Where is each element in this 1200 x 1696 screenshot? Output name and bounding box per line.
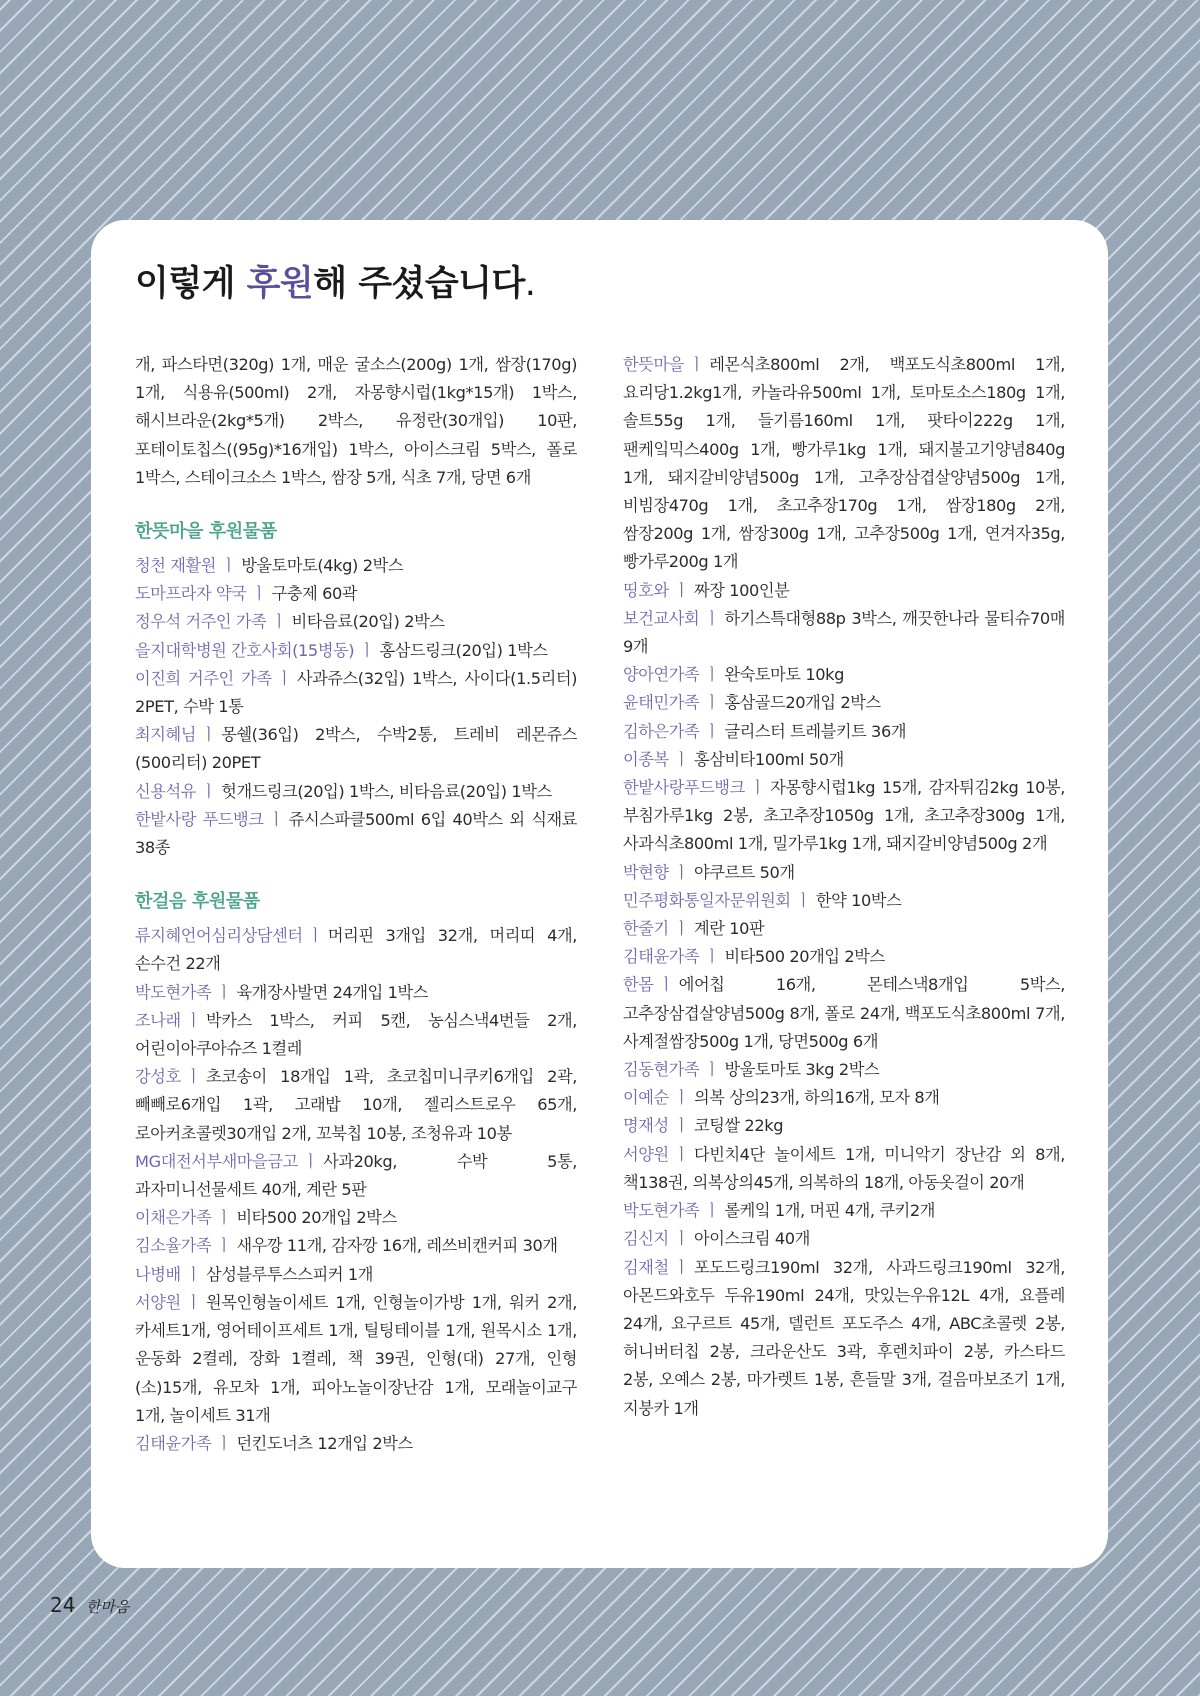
donated-items: 홍삼드링크(20입) 1박스: [379, 640, 548, 660]
donor-name: 나병배: [135, 1264, 181, 1284]
separator-bar: ㅣ: [658, 975, 674, 995]
donated-items: 원목인형놀이세트 1개, 인형놀이가방 1개, 워커 2개, 카세트1개, 영어테이프세트 1개, 틸팅테이블 1개, 원목시소 1개, 운동화 2켤레, 장화 1켤레, 책 39권, 인형(대) 27개, 인형(소)15개, 유모차 1개, 피아노놀이장난감 1개, 모래놀이교구 1개, 놀이세트 31개: [135, 1292, 577, 1425]
separator-bar: ㅣ: [276, 668, 292, 688]
donated-items: 짜장 100인분: [693, 580, 790, 600]
donor-entry: [135, 1232, 577, 1260]
title-suffix: 해 주셨습니다: [313, 264, 525, 304]
donor-entry: [623, 1084, 1065, 1112]
separator-bar: ㅣ: [673, 862, 689, 882]
donated-items: 삼성블루투스스피커 1개: [205, 1264, 373, 1284]
donated-items: 홍삼골드20개입 2박스: [724, 693, 881, 713]
page-footer: [50, 1593, 129, 1617]
separator-bar: ㅣ: [704, 693, 720, 713]
donor-entry: [135, 552, 577, 580]
donor-entry: [623, 1225, 1065, 1253]
donor-name: 박현향: [623, 862, 669, 882]
donated-items: 하기스특대형88p 3박스, 깨끗한나라 물티슈70매 9개: [623, 608, 1065, 657]
donor-name: 띵호와: [623, 580, 669, 600]
donor-entry: [623, 351, 1065, 577]
donated-items: 육개장사발면 24개입 1박스: [236, 982, 428, 1002]
page-title: [135, 256, 535, 306]
donated-items: 사과쥬스(32입) 1박스, 사이다(1.5리터) 2PET, 수박 1통: [135, 668, 577, 717]
donor-name: 도마프라자 약국: [135, 584, 247, 604]
donor-name: 한뜻마을: [623, 355, 684, 374]
separator-bar: ㅣ: [359, 640, 375, 660]
donated-items: 완숙토마토 10kg: [724, 665, 845, 685]
donor-entry: [623, 859, 1065, 887]
donor-name: 정우석 거주인 가족: [135, 612, 267, 632]
separator-bar: ㅣ: [185, 1067, 201, 1087]
separator-bar: ㅣ: [704, 1201, 720, 1221]
donated-items: 새우깡 11개, 감자깡 16개, 레쓰비캔커피 30개: [236, 1236, 558, 1256]
donor-name: 신용석유: [135, 781, 196, 801]
separator-bar: ㅣ: [749, 778, 766, 798]
donated-items: 머리핀 3개입 32개, 머리띠 4개, 손수건 22개: [135, 926, 577, 974]
donor-entry: [135, 1289, 577, 1430]
separator-bar: ㅣ: [185, 1010, 201, 1030]
separator-bar: ㅣ: [704, 947, 720, 967]
donated-items: 아이스크림 40개: [693, 1229, 810, 1249]
separator-bar: ㅣ: [200, 725, 217, 745]
title-period: .: [524, 264, 536, 304]
donor-entry: [623, 689, 1065, 717]
donated-items: 홍삼비타100ml 50개: [693, 749, 844, 769]
donor-name: 김재철: [623, 1257, 669, 1277]
donor-name: 김하은가족: [623, 721, 700, 741]
separator-bar: ㅣ: [673, 1229, 689, 1249]
donor-entry: [135, 637, 577, 665]
donor-name: 이종복: [623, 749, 669, 769]
separator-bar: ㅣ: [271, 612, 287, 632]
donor-name: 양아연가족: [623, 665, 700, 685]
donated-items: 몽쉘(36입) 2박스, 수박2통, 트레비 레몬쥬스(500리터) 20PET: [135, 725, 577, 773]
donor-name: 류지혜언어심리상담센터: [135, 926, 303, 946]
donor-name: 서양원: [623, 1144, 669, 1164]
donor-entry: [135, 721, 577, 777]
donor-name: 서양원: [135, 1292, 181, 1312]
separator-bar: ㅣ: [307, 926, 323, 946]
separator-bar: ㅣ: [216, 982, 232, 1002]
donor-entry: [135, 1007, 577, 1063]
donated-items: 초코송이 18개입 1곽, 초코칩미니쿠키6개입 2곽, 빼빼로6개입 1곽, 고래밥 10개, 젤리스트로우 65개, 로아커초콜렛30개입 2개, 꼬북칩 10봉, 조청유과 10봉: [135, 1067, 577, 1143]
donated-items: 헛개드링크(20입) 1박스, 비타음료(20입) 1박스: [221, 781, 552, 801]
donated-items: 비타500 20개입 2박스: [236, 1208, 397, 1228]
donor-entry: [135, 922, 577, 978]
donor-name: 강성호: [135, 1067, 181, 1087]
left-sections: [135, 518, 577, 1458]
donor-name: 이진희 거주인 가족: [135, 668, 272, 688]
donated-items: 다빈치4단 놀이세트 1개, 미니악기 장난감 외 8개, 책138권, 의복상의45개, 의복하의 18개, 아동옷걸이 20개: [623, 1144, 1065, 1192]
donated-items: 비타음료(20입) 2박스: [291, 612, 445, 632]
donor-name: 한밭사랑 푸드뱅크: [135, 809, 264, 829]
separator-bar: ㅣ: [673, 1144, 689, 1164]
donor-entry: [623, 1141, 1065, 1197]
donor-name: 김태윤가족: [135, 1433, 212, 1453]
donated-items: 롤케잌 1개, 머핀 4개, 쿠키2개: [724, 1201, 935, 1221]
separator-bar: ㅣ: [704, 1060, 720, 1080]
donor-name: 한몸: [623, 975, 654, 995]
donor-entry: [623, 774, 1065, 859]
donor-entry: [135, 580, 577, 608]
intro-text: 개, 파스타면(320g) 1개, 매운 굴소스(200g) 1개, 쌈장(170g) 1개, 식용유(500ml) 2개, 자몽향시럽(1kg*15개) 1박스, 해시브라운(2kg*5개) 2박스, 유정란(30개입) 10판, 포테이토칩스((95g)*16개입) 1박스, 아이스크림 5박스, 폴로 1박스, 스테이크소스 1박스, 쌈장 5개, 식초 7개, 당면 6개: [135, 355, 577, 487]
donated-items: 쥬시스파클500ml 6입 40박스 외 식재료 38종: [135, 809, 577, 858]
donor-name: 명재성: [623, 1116, 669, 1136]
donor-entry: [623, 971, 1065, 1056]
donor-entry: [623, 605, 1065, 661]
donor-entry: [623, 746, 1065, 774]
separator-bar: ㅣ: [673, 580, 689, 600]
donor-entry: [623, 887, 1065, 915]
donor-name: 김신지: [623, 1229, 669, 1249]
title-highlight: 후원: [246, 264, 314, 304]
donor-name: 한밭사랑푸드뱅크: [623, 778, 745, 798]
donor-entry: [135, 979, 577, 1007]
page-number: 24: [50, 1593, 76, 1617]
donor-name: 청천 재활원: [135, 556, 216, 576]
separator-bar: ㅣ: [673, 919, 689, 939]
donor-entry: [623, 1197, 1065, 1225]
donor-entry: [135, 778, 577, 806]
donated-items: 계란 10판: [693, 919, 765, 939]
separator-bar: ㅣ: [673, 1088, 689, 1108]
donor-entry: [135, 1430, 577, 1458]
separator-bar: ㅣ: [704, 665, 720, 685]
donor-name: 이예순: [623, 1088, 669, 1108]
separator-bar: ㅣ: [251, 584, 267, 604]
donor-name: 조나래: [135, 1010, 181, 1030]
donor-entry: [135, 1261, 577, 1289]
donated-items: 방울토마토 3kg 2박스: [724, 1060, 880, 1080]
donor-name: 보건교사회: [623, 608, 700, 628]
donated-items: 의복 상의23개, 하의16개, 모자 8개: [693, 1088, 940, 1108]
donor-name: 박도현가족: [135, 982, 212, 1002]
donor-name: MG대전서부새마을금고: [135, 1151, 298, 1171]
donated-items: 사과20kg, 수박 5통, 과자미니선물세트 40개, 계란 5판: [135, 1151, 577, 1200]
separator-bar: ㅣ: [216, 1208, 232, 1228]
donor-name: 최지혜님: [135, 725, 196, 745]
donor-name: 민주평화통일자문위원회: [623, 890, 791, 910]
donated-items: 구충제 60곽: [271, 584, 358, 604]
content-card: [91, 220, 1108, 1568]
separator-bar: ㅣ: [673, 749, 689, 769]
donor-entry: [135, 806, 577, 862]
right-column: [623, 351, 1065, 1423]
donated-items: 자몽향시럽1kg 15개, 감자튀김2kg 10봉, 부침가루1kg 2봉, 초고추장1050g 1개, 초고추장300g 1개, 사과식초800ml 1개, 밀가루1kg 1개, 돼지갈비양념500g 2개: [623, 778, 1065, 854]
section-heading: 한걸음 후원물품: [135, 891, 260, 913]
donor-name: 김소율가족: [135, 1236, 212, 1256]
donated-items: 박카스 1박스, 커피 5캔, 농심스낵4번들 2개, 어린이아쿠아슈즈 1켤레: [135, 1010, 577, 1059]
donor-entry: [623, 718, 1065, 746]
left-column: [135, 351, 577, 1458]
separator-bar: ㅣ: [185, 1292, 201, 1312]
donated-items: 한약 10박스: [815, 890, 902, 910]
magazine-logo: 한마음: [85, 1598, 130, 1616]
donor-entry: [135, 608, 577, 636]
separator-bar: ㅣ: [673, 1257, 689, 1277]
donor-entry: [623, 915, 1065, 943]
donated-items: 포도드링크190ml 32개, 사과드링크190ml 32개, 아몬드와호두 두유190ml 24개, 맛있는우유12L 4개, 요플레 24개, 요구르트 45개, 델런트 포도주스 4개, ABC초콜렛 2봉, 허니버터칩 2봉, 크라운산도 3곽, 후렌치파이 2봉, 카스타드 2봉, 오예스 2봉, 마가렛트 1봉, 흔들말 3개, 걸음마보조기 1개, 지붕카 1개: [623, 1257, 1065, 1418]
donor-name: 을지대학병원 간호사회(15병동): [135, 640, 355, 660]
donated-items: 방울토마토(4kg) 2박스: [241, 556, 404, 576]
title-prefix: 이렇게: [135, 264, 247, 304]
donor-entry: [623, 1056, 1065, 1084]
separator-bar: ㅣ: [673, 1116, 689, 1136]
separator-bar: ㅣ: [216, 1236, 232, 1256]
donor-entry: [623, 943, 1065, 971]
donated-items: 글리스터 트레블키트 36개: [724, 721, 907, 741]
donor-entry: [135, 1204, 577, 1232]
separator-bar: ㅣ: [795, 890, 811, 910]
separator-bar: ㅣ: [704, 608, 720, 628]
separator-bar: ㅣ: [185, 1264, 201, 1284]
donor-entry: [623, 577, 1065, 605]
separator-bar: ㅣ: [220, 556, 237, 576]
donor-entry: [135, 1063, 577, 1148]
separator-bar: ㅣ: [200, 781, 217, 801]
donor-entry: [623, 1112, 1065, 1140]
donated-items: 코팅쌀 22kg: [693, 1116, 784, 1136]
separator-bar: ㅣ: [268, 809, 284, 829]
donated-items: 던킨도너츠 12개입 2박스: [236, 1433, 413, 1453]
donated-items: 비타500 20개입 2박스: [724, 947, 885, 967]
donor-name: 김태윤가족: [623, 947, 700, 967]
donor-entry: [135, 665, 577, 721]
separator-bar: ㅣ: [688, 355, 705, 374]
donated-items: 야쿠르트 50개: [693, 862, 795, 882]
donor-name: 김동현가족: [623, 1060, 700, 1080]
donor-name: 박도현가족: [623, 1201, 700, 1221]
donor-name: 이채은가족: [135, 1208, 212, 1228]
section-heading: 한뜻마을 후원물품: [135, 521, 277, 543]
separator-bar: ㅣ: [704, 721, 720, 741]
separator-bar: ㅣ: [216, 1433, 232, 1453]
separator-bar: ㅣ: [302, 1151, 319, 1171]
donor-entry: [623, 661, 1065, 689]
donor-entry: [135, 1148, 577, 1204]
donor-entry: [623, 1254, 1065, 1423]
donated-items: 에어칩 16개, 몬테스낵8개입 5박스, 고추장삼겹살양념500g 8개, 폴로 24개, 백포도식초800ml 7개, 사계절쌈장500g 1개, 당면500g 6개: [623, 975, 1065, 1051]
donor-name: 윤태민가족: [623, 693, 700, 713]
donor-name: 한줄기: [623, 919, 669, 939]
donated-items: 레몬식초800ml 2개, 백포도식초800ml 1개, 요리당1.2kg1개, 카놀라유500ml 1개, 토마토소스180g 1개, 솔트55g 1개, 들기름160ml 1개, 팟타이222g 1개, 팬케잌믹스400g 1개, 빵가루1kg 1개, 돼지불고기양념840g 1개, 돼지갈비양념500g 1개, 고추장삼겹살양념500g 1개, 비빔장470g 1개, 초고추장170g 1개, 쌈장180g 2개, 쌈장200g 1개, 쌈장300g 1개, 고추장500g 1개, 연겨자35g, 빵가루200g 1개: [623, 355, 1065, 572]
